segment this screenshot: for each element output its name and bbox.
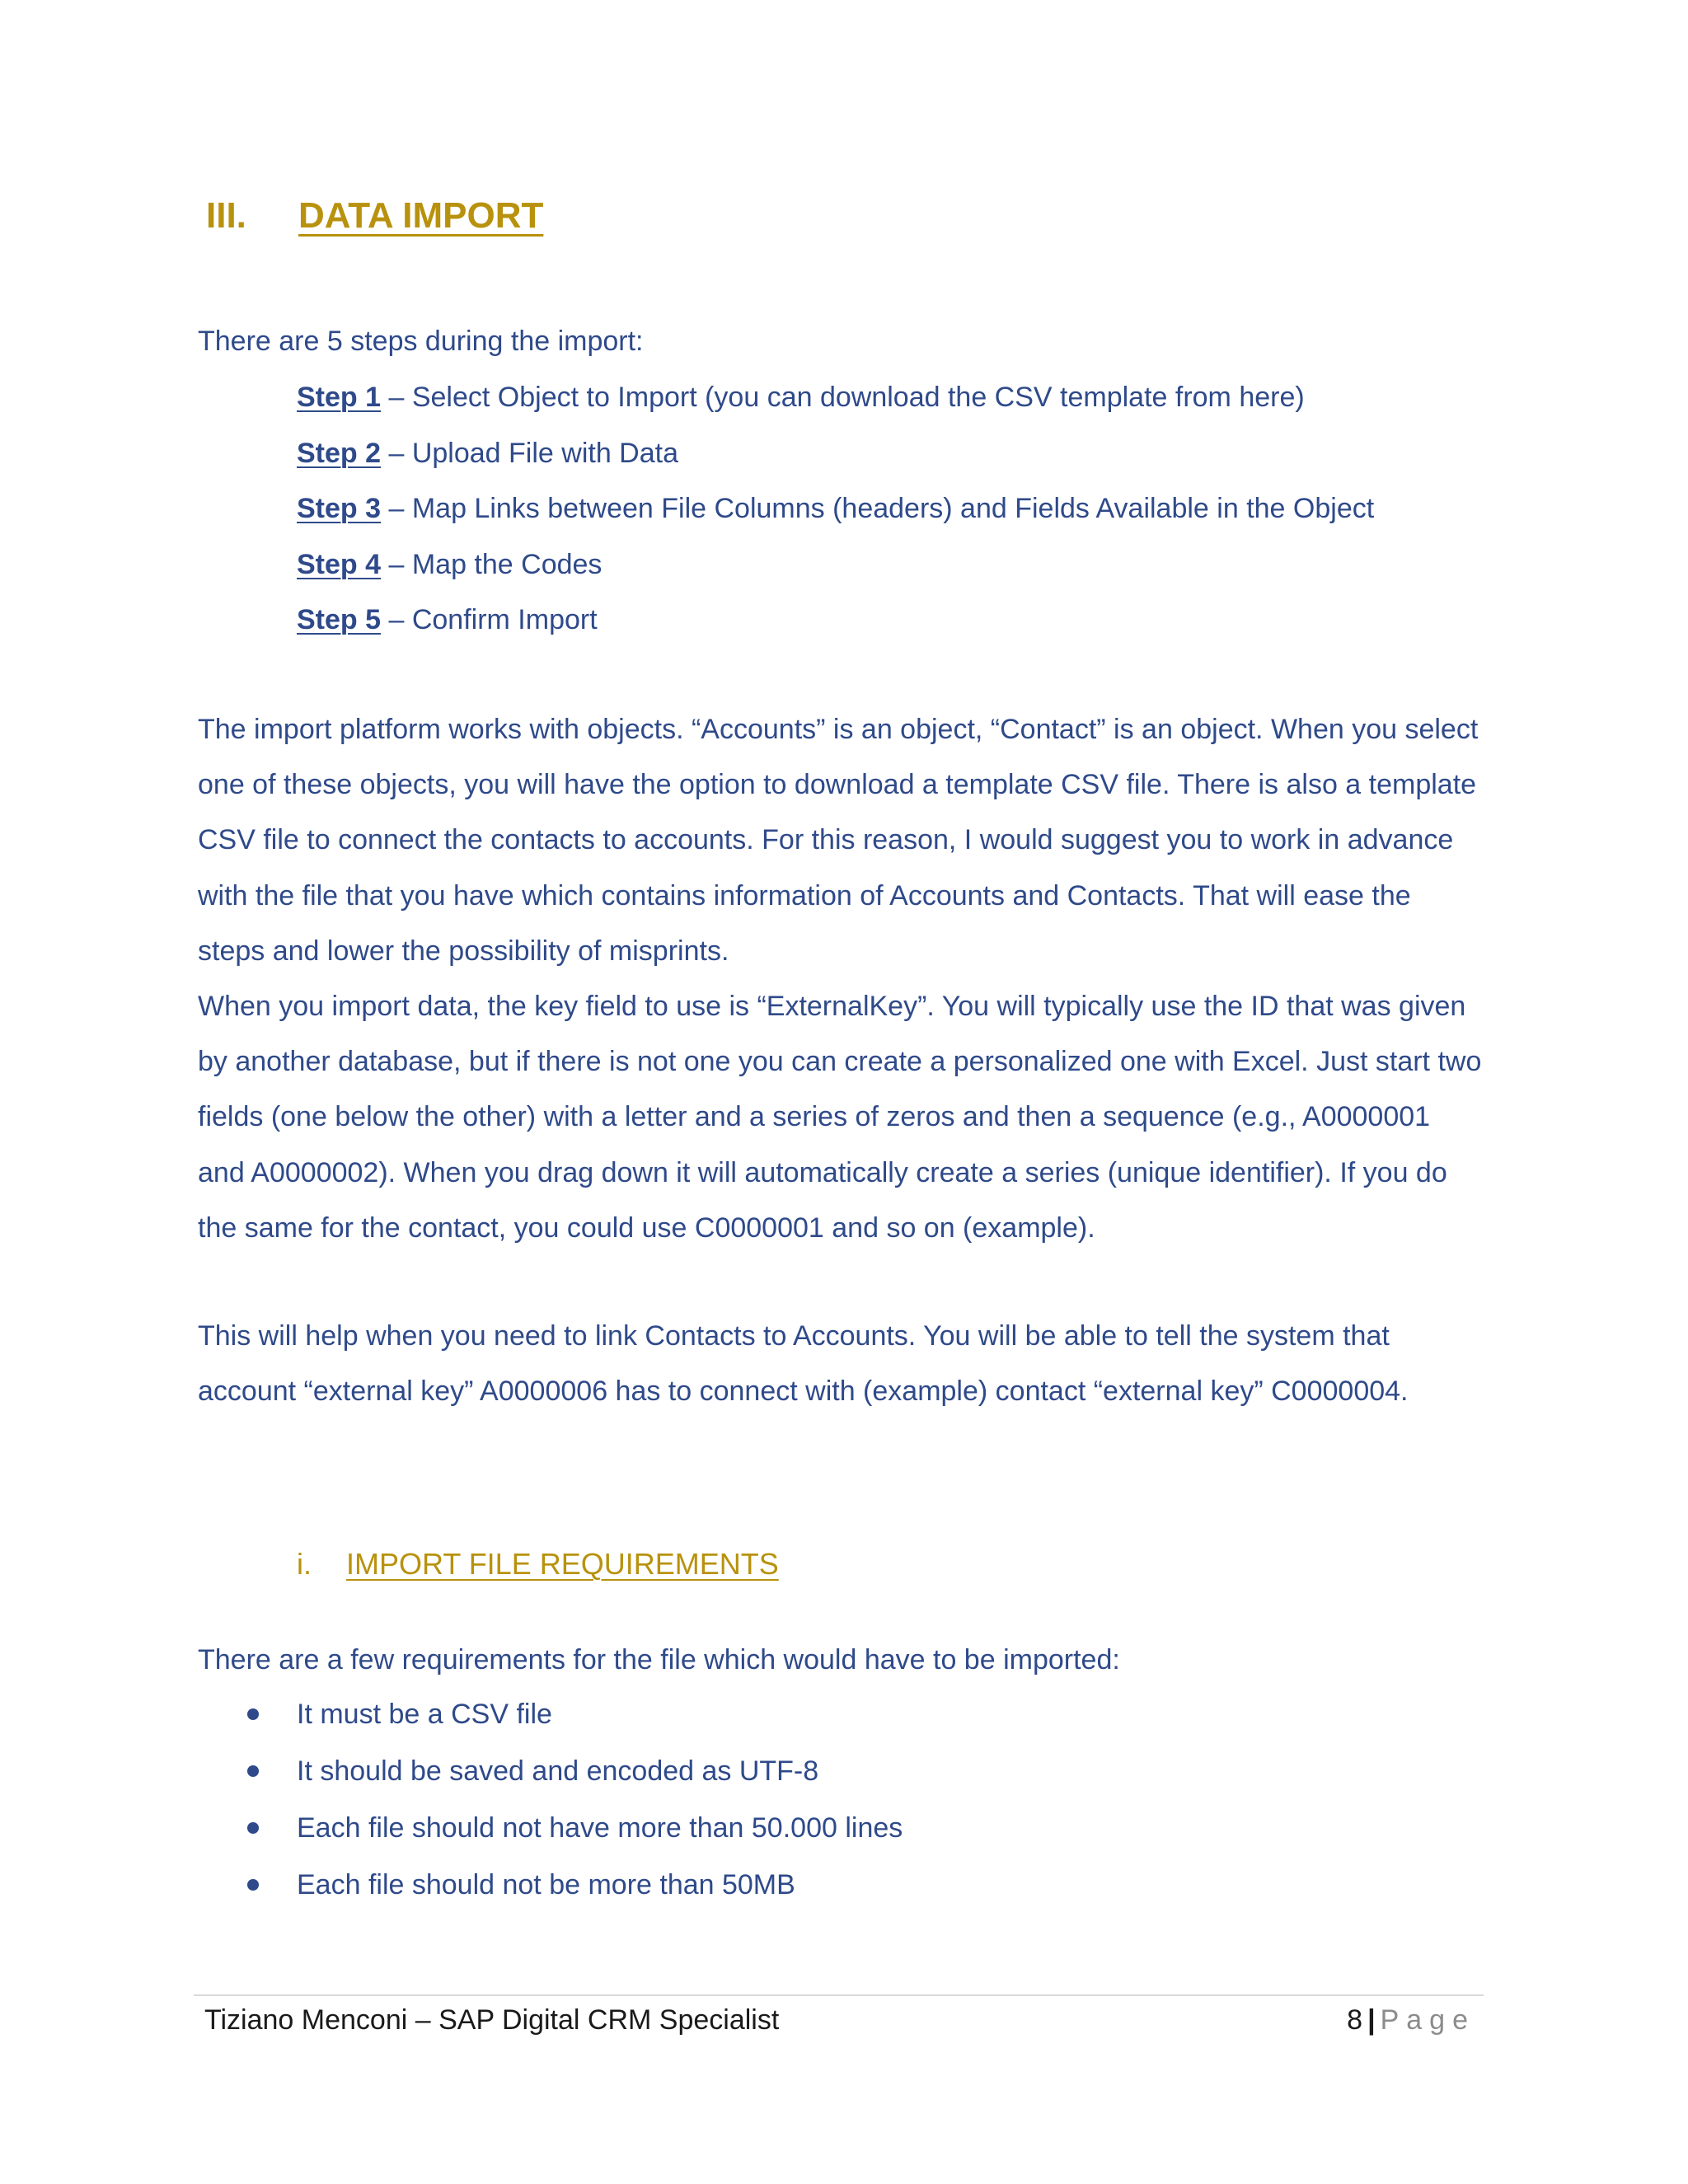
step-label: Step 1 — [297, 382, 382, 413]
step-label: Step 5 — [297, 604, 382, 635]
step-label: Step 4 — [297, 548, 382, 580]
requirement-text: It must be a CSV file — [297, 1699, 552, 1730]
steps-intro: There are 5 steps during the import: — [198, 326, 644, 357]
objects-paragraph-text: The import platform works with objects. “Accounts” is an object, “Contact” is an object. When you select one of these objects, you will have the option to download a template CSV file. There is also a template CSV file to connect the contacts to accounts. For this reason, I would suggest you to work in advance with the file that you have which contains information of Accounts and Contacts. That will ease the steps and lower the possibility of misprints. — [198, 714, 1479, 967]
step-label: Step 3 — [297, 493, 382, 524]
step-text: – Confirm Import — [381, 604, 598, 635]
requirement-item — [247, 1811, 903, 1868]
step-text: – Select Object to Import (you can download the CSV template from here) — [381, 382, 1305, 413]
page-separator: | — [1367, 2004, 1376, 2036]
external-key-paragraph-text: When you import data, the key field to use is “ExternalKey”. You will typically use the ID that was given by another database, but if there is not one you can create a personalized one with Excel. Just start two fields (one below the other) with a letter and a series of zeros and then a sequence (e.g., A0000001 and A0000002). When you drag down it will automatically create a series (unique identifier). If you do the same for the contact, you could use C0000001 and so on (example). — [198, 991, 1482, 1244]
footer-divider — [194, 1994, 1484, 1996]
section-heading — [206, 195, 544, 236]
step-item — [297, 437, 1374, 493]
step-item — [297, 548, 1374, 604]
footer-page-number — [1347, 2004, 1475, 2036]
subsection-title: IMPORT FILE REQUIREMENTS — [346, 1547, 779, 1581]
requirements-intro: There are a few requirements for the file which would have to be imported: — [198, 1644, 1120, 1675]
subsection-number: i. — [297, 1547, 312, 1581]
page-number: 8 — [1347, 2004, 1363, 2036]
bullet-icon — [247, 1822, 259, 1834]
step-item — [297, 492, 1374, 548]
subsection-heading — [297, 1549, 779, 1579]
steps-list — [297, 381, 1374, 659]
bullet-icon — [247, 1879, 259, 1891]
requirement-text: It should be saved and encoded as UTF-8 — [297, 1755, 819, 1787]
step-item — [297, 603, 1374, 659]
requirements-list — [247, 1698, 903, 1925]
footer-author: Tiziano Menconi – SAP Digital CRM Specialist — [204, 2004, 780, 2036]
requirement-item — [247, 1868, 903, 1925]
objects-paragraph — [198, 702, 1484, 1256]
step-text: – Map Links between File Columns (headers) and Fields Available in the Object — [381, 493, 1375, 524]
requirement-text: Each file should not be more than 50MB — [297, 1869, 795, 1900]
page-word: Page — [1380, 2004, 1475, 2036]
bullet-icon — [247, 1708, 259, 1720]
bullet-icon — [247, 1765, 259, 1777]
step-item — [297, 381, 1374, 437]
requirement-text: Each file should not have more than 50.000 lines — [297, 1812, 903, 1844]
step-label: Step 2 — [297, 437, 382, 469]
section-title: DATA IMPORT — [298, 195, 544, 236]
requirement-item — [247, 1698, 903, 1755]
requirement-item — [247, 1755, 903, 1811]
linking-paragraph: This will help when you need to link Contacts to Accounts. You will be able to tell the system that account “external key” A0000006 has to connect with (example) contact “external key” C0000004. — [198, 1320, 1409, 1408]
section-number: III. — [206, 195, 246, 236]
step-text: – Map the Codes — [381, 548, 603, 580]
step-text: – Upload File with Data — [381, 437, 678, 469]
